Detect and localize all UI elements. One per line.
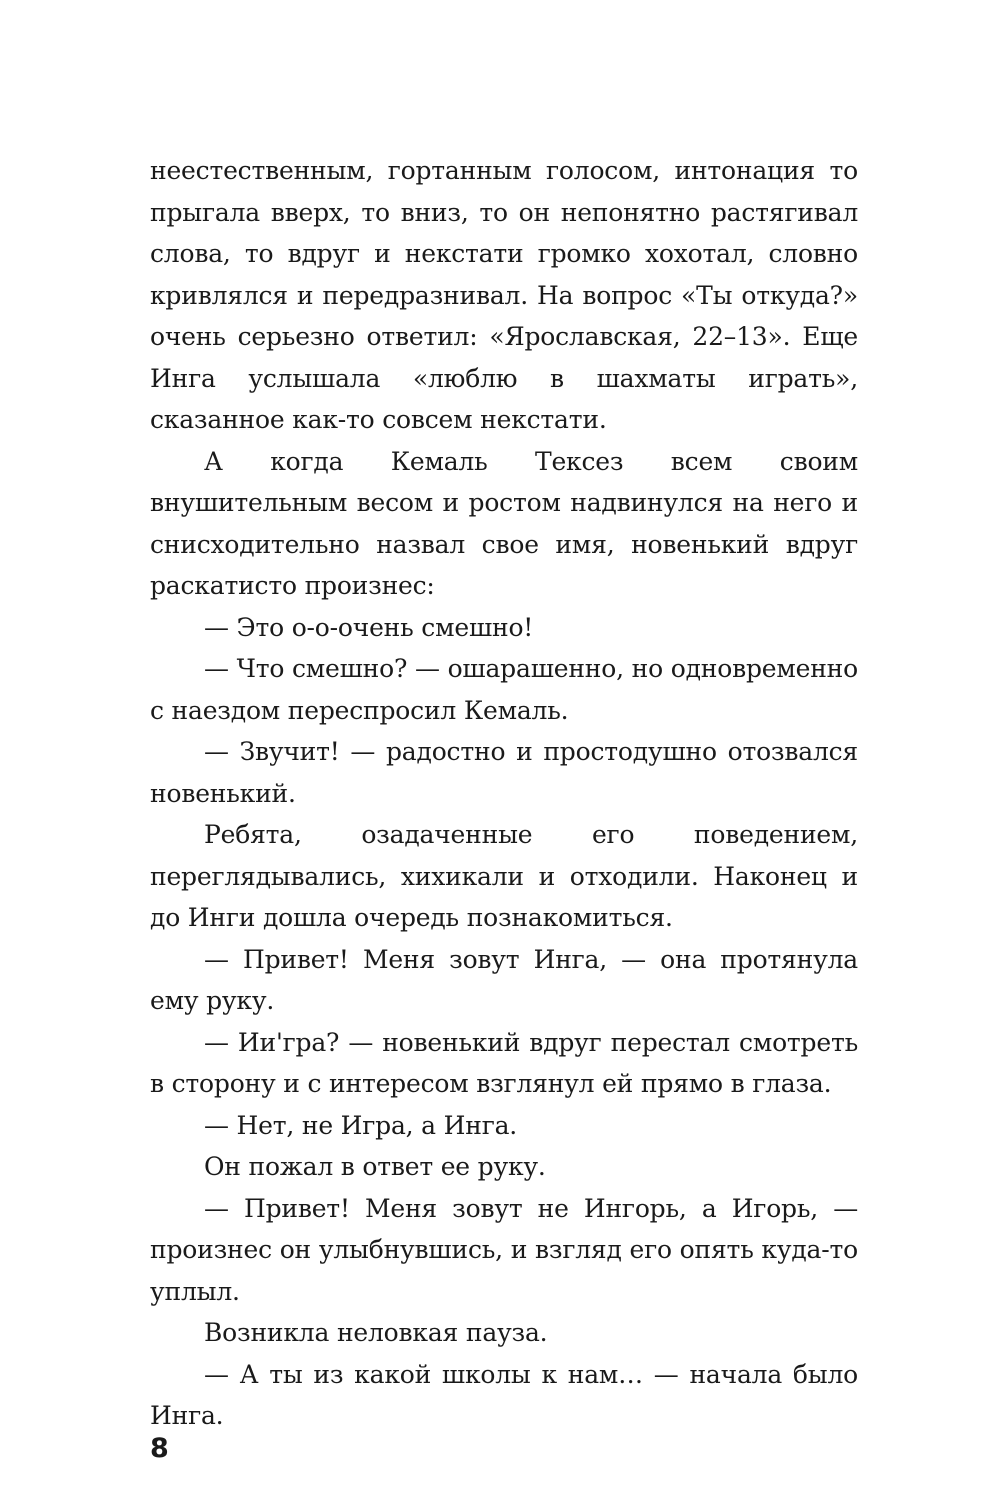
paragraph-2: А когда Кемаль Тексез всем своим внушительным весом и ростом надвинулся на него и снисходительно назвал свое имя, новенький вдруг раскатисто произнес:: [150, 446, 858, 600]
paragraph-narration: Он пожал в ответ ее руку.: [204, 1152, 546, 1181]
paragraph-1: неестественным, гортанным голосом, интонация то прыгала вверх, то вниз, то он непонятно растягивал слова, то вдруг и некстати громко хохотал, словно кривлялся и передразнивал. На вопрос «Ты откуда?» очень серьезно ответил: «Ярославская, 22–13». Еще Инга услышала «люблю в шахматы играть», сказанное как-то совсем некстати.: [150, 156, 858, 434]
dialogue-line: — Ии'гра? — новенький вдруг перестал смотреть в сторону и с интересом взглянул ей прямо в глаза.: [150, 1027, 858, 1098]
dialogue-line: — Привет! Меня зовут Инга, — она протянула ему руку.: [150, 944, 858, 1015]
dialogue-line: — Звучит! — радостно и простодушно отозвался новенький.: [150, 737, 858, 808]
dialogue-line: — А ты из какой школы к нам… — начала было Инга.: [150, 1359, 858, 1430]
paragraph-narration: Ребята, озадаченные его поведением, переглядывались, хихикали и отходили. Наконец и до Инги дошла очередь познакомиться.: [150, 820, 858, 932]
dialogue-line: — Нет, не Игра, а Инга.: [204, 1110, 518, 1140]
paragraph-narration: Возникла неловкая пауза.: [204, 1318, 548, 1347]
dialogue-line: — Что смешно? — ошарашенно, но одновременно с наездом переспросил Кемаль.: [150, 654, 858, 725]
body-text: [150, 150, 858, 1437]
dialogue-line: — Привет! Меня зовут не Ингорь, а Игорь, — произнес он улыбнувшись, и взгляд его опять куда-то уплыл.: [150, 1193, 858, 1306]
dialogue-line: — Это о-о-очень смешно!: [204, 612, 534, 642]
page-number: 8: [150, 1433, 169, 1464]
